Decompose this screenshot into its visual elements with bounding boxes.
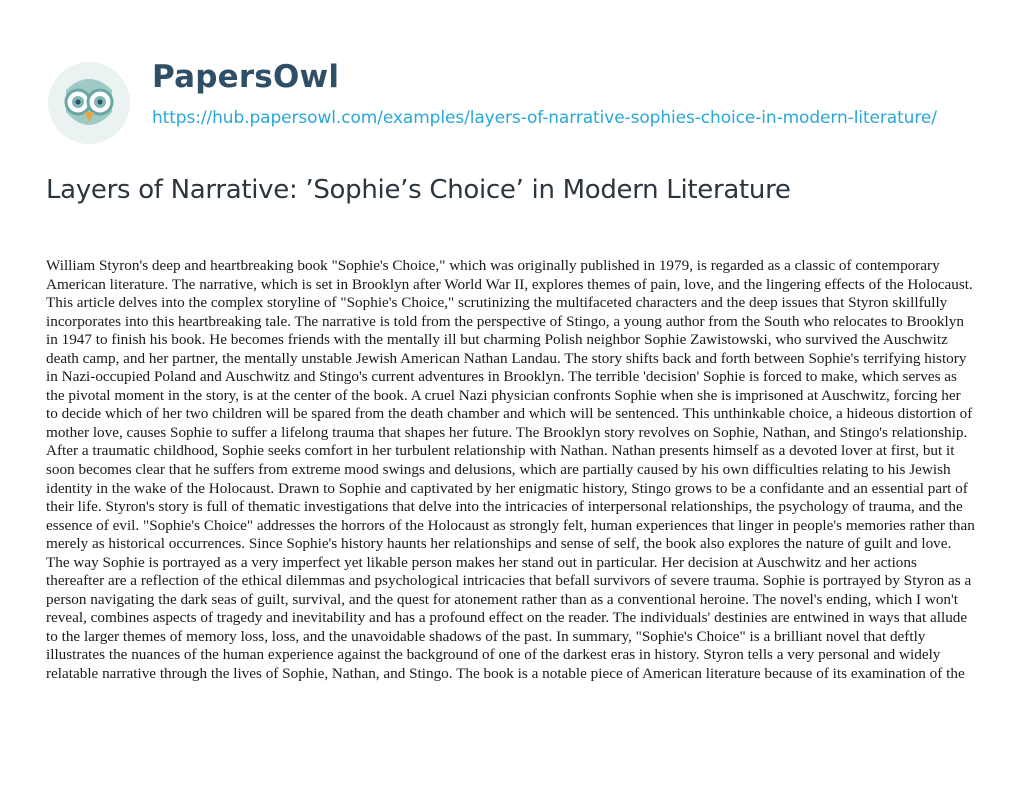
article-title: Layers of Narrative: ’Sophie’s Choice’ in Modern Literature [46, 175, 791, 205]
owl-face-icon [46, 60, 132, 146]
brand-name[interactable]: PapersOwl [152, 59, 340, 96]
brand-block [152, 60, 937, 127]
source-url-link[interactable]: https://hub.papersowl.com/examples/layers-of-narrative-sophies-choice-in-modern-literature/ [152, 107, 937, 128]
site-header [46, 60, 937, 146]
article-body: William Styron's deep and heartbreaking book "Sophie's Choice," which was originally published in 1979, is regarded as a classic of contemporary American literature. The narrative, which is set in Brooklyn after World War II, explores themes of pain, love, and the lingering effects of the Holocaust. This article delves into the complex storyline of "Sophie's Choice," scrutinizing the multifaceted characters and the deep issues that Styron skillfully incorporates into this heartbreaking tale. The narrative is told from the perspective of Stingo, a young author from the South who relocates to Brooklyn in 1947 to finish his book. He becomes friends with the mentally ill but charming Polish neighbor Sophie Zawistowski, who survived the Auschwitz death camp, and her partner, the mentally unstable Jewish American Nathan Landau. The story shifts back and forth between Sophie's terrifying history in Nazi-occupied Poland and Auschwitz and Stingo's current adventures in Brooklyn. The terrible 'decision' Sophie is forced to make, which serves as the pivotal moment in the story, is at the center of the book. A cruel Nazi physician confronts Sophie when she is imprisoned at Auschwitz, forcing her to decide which of her two children will be spared from the death chamber and which will be sentenced. This unthinkable choice, a hideous distortion of mother love, causes Sophie to suffer a lifelong trauma that shapes her future. The Brooklyn story revolves on Sophie, Nathan, and Stingo's relationship. After a traumatic childhood, Sophie seeks comfort in her turbulent relationship with Nathan. Nathan presents himself as a devoted lover at first, but it soon becomes clear that he suffers from extreme mood swings and delusions, which are partially caused by his own difficulties relating to his Jewish identity in the wake of the Holocaust. Drawn to Sophie and captivated by her enigmatic history, Stingo grows to be a confidante and an essential part of their life. Styron's story is full of thematic investigations that delve into the intricacies of interpersonal relationships, the psychology of trauma, and the essence of evil. "Sophie's Choice" addresses the horrors of the Holocaust as strongly felt, human experiences that linger in people's memories rather than merely as historical occurrences. Since Sophie's history haunts her relationships and sense of self, the book also explores the nature of guilt and love. The way Sophie is portrayed as a very imperfect yet likable person makes her stand out in particular. Her decision at Auschwitz and her actions thereafter are a reflection of the ethical dilemmas and psychological intricacies that befall survivors of severe trauma. Sophie is portrayed by Styron as a person navigating the dark seas of guilt, survival, and the quest for atonement rather than as a conventional heroine. The novel's ending, which I won't reveal, combines aspects of tragedy and inevitability and has a profound effect on the reader. The individuals' destinies are entwined in ways that allude to the larger themes of memory loss, loss, and the unavoidable shadows of the past. In summary, "Sophie's Choice" is a brilliant novel that deftly illustrates the nuances of the human experience against the background of one of the darkest eras in history. Styron tells a very personal and widely relatable narrative through the lives of Sophie, Nathan, and Stingo. The book is a notable piece of American literature because of its examination of the [46, 257, 975, 683]
